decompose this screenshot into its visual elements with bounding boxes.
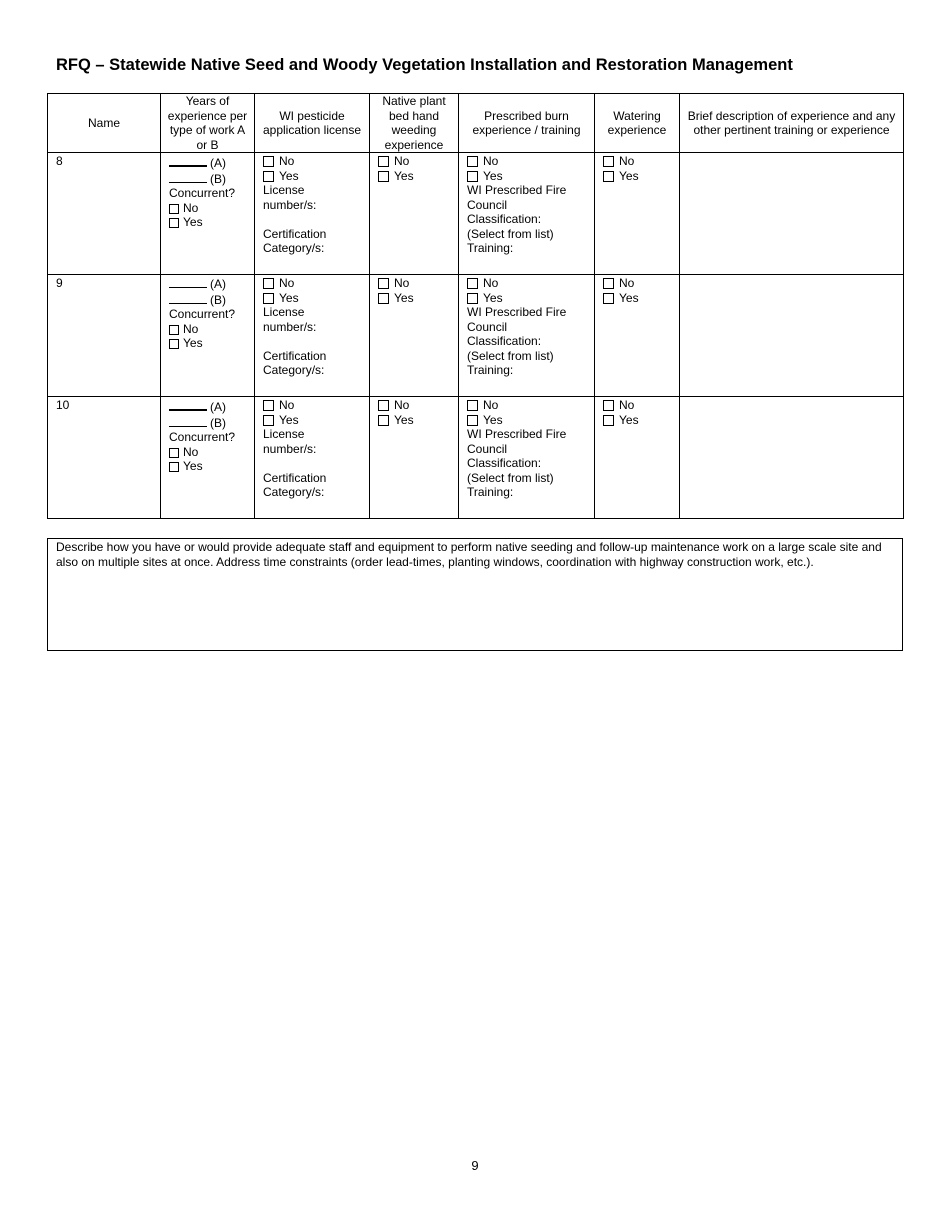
no-label: No bbox=[183, 200, 199, 215]
yes-label: Yes bbox=[394, 168, 414, 183]
certification-label: Certification bbox=[263, 226, 327, 241]
page-title: RFQ – Statewide Native Seed and Woody Vegetation Installation and Restoration Management bbox=[56, 56, 793, 74]
header-pesticide: WI pesticide application license bbox=[255, 94, 370, 153]
table-row bbox=[48, 397, 904, 519]
license-number-label: number/s: bbox=[263, 319, 317, 334]
no-label: No bbox=[619, 154, 635, 168]
yes-label: Yes bbox=[619, 290, 639, 305]
native-no-checkbox[interactable] bbox=[378, 156, 389, 167]
pesticide-yes-checkbox[interactable] bbox=[263, 171, 274, 182]
describe-prompt: Describe how you have or would provide adequate staff and equipment to perform native seeding and follow-up maintenance work on a large scale site and also on multiple sites at once. Address time constraints (order lead-times, planting windows, coordination with highway construction work, etc.). bbox=[56, 540, 882, 569]
years-b-field[interactable] bbox=[169, 171, 207, 183]
pesticide-yes-checkbox[interactable] bbox=[263, 293, 274, 304]
label-a: (A) bbox=[210, 400, 226, 414]
yes-label: Yes bbox=[483, 168, 503, 183]
no-label: No bbox=[483, 154, 499, 168]
classification-label: Classification: bbox=[467, 334, 542, 348]
header-brief: Brief description of experience and any other pertinent training or experience bbox=[680, 94, 904, 153]
native-cell bbox=[370, 397, 459, 519]
no-label: No bbox=[279, 154, 295, 168]
training-label: Training: bbox=[467, 485, 514, 499]
label-b: (B) bbox=[210, 415, 226, 430]
burn-no-checkbox[interactable] bbox=[467, 400, 478, 411]
burn-yes-checkbox[interactable] bbox=[467, 293, 478, 304]
category-label: Category/s: bbox=[263, 241, 325, 255]
watering-no-checkbox[interactable] bbox=[603, 278, 614, 289]
header-name: Name bbox=[48, 94, 161, 153]
row-number: 8 bbox=[48, 153, 161, 275]
yes-label: Yes bbox=[619, 412, 639, 427]
yes-label: Yes bbox=[483, 290, 503, 305]
no-label: No bbox=[619, 276, 635, 290]
certification-label: Certification bbox=[263, 348, 327, 363]
concurrent-no-checkbox[interactable] bbox=[169, 325, 179, 335]
native-yes-checkbox[interactable] bbox=[378, 293, 389, 304]
header-native: Native plant bed hand weeding experience bbox=[370, 94, 459, 153]
no-label: No bbox=[483, 398, 499, 412]
council-label: Council bbox=[467, 441, 508, 456]
page-number: 9 bbox=[471, 1158, 479, 1173]
no-label: No bbox=[279, 398, 295, 412]
label-b: (B) bbox=[210, 171, 226, 186]
license-number-label: number/s: bbox=[263, 197, 317, 212]
years-cell bbox=[161, 275, 255, 397]
brief-description-field[interactable] bbox=[680, 397, 904, 519]
watering-cell bbox=[595, 275, 680, 397]
yes-label: Yes bbox=[183, 459, 203, 473]
council-label: Council bbox=[467, 319, 508, 334]
yes-label: Yes bbox=[394, 290, 414, 305]
yes-label: Yes bbox=[279, 168, 299, 183]
header-watering: Watering experience bbox=[595, 94, 680, 153]
concurrent-yes-checkbox[interactable] bbox=[169, 339, 179, 349]
burn-cell bbox=[459, 153, 595, 275]
personnel-table bbox=[47, 93, 904, 519]
pesticide-cell bbox=[255, 397, 370, 519]
burn-yes-checkbox[interactable] bbox=[467, 415, 478, 426]
no-label: No bbox=[394, 154, 410, 168]
label-b: (B) bbox=[210, 292, 226, 307]
yes-label: Yes bbox=[279, 290, 299, 305]
header-years: Years of experience per type of work A or B bbox=[161, 94, 255, 153]
select-label[interactable]: (Select from list) bbox=[467, 470, 554, 485]
license-label: License bbox=[263, 183, 305, 197]
burn-cell bbox=[459, 275, 595, 397]
watering-no-checkbox[interactable] bbox=[603, 400, 614, 411]
license-label: License bbox=[263, 305, 305, 319]
no-label: No bbox=[619, 398, 635, 412]
training-label: Training: bbox=[467, 363, 514, 377]
no-label: No bbox=[183, 444, 199, 459]
years-b-field[interactable] bbox=[169, 292, 207, 304]
native-yes-checkbox[interactable] bbox=[378, 415, 389, 426]
watering-no-checkbox[interactable] bbox=[603, 156, 614, 167]
label-a: (A) bbox=[210, 277, 226, 291]
concurrent-label: Concurrent? bbox=[169, 307, 236, 321]
native-cell bbox=[370, 275, 459, 397]
watering-yes-checkbox[interactable] bbox=[603, 171, 614, 182]
pesticide-no-checkbox[interactable] bbox=[263, 400, 274, 411]
yes-label: Yes bbox=[619, 168, 639, 183]
concurrent-no-checkbox[interactable] bbox=[169, 204, 179, 214]
years-b-field[interactable] bbox=[169, 415, 207, 427]
classification-label: Classification: bbox=[467, 456, 542, 470]
license-number-label: number/s: bbox=[263, 441, 317, 456]
no-label: No bbox=[394, 276, 410, 290]
native-yes-checkbox[interactable] bbox=[378, 171, 389, 182]
years-a-field[interactable] bbox=[169, 276, 207, 288]
yes-label: Yes bbox=[394, 412, 414, 427]
table-row bbox=[48, 153, 904, 275]
brief-description-field[interactable] bbox=[680, 153, 904, 275]
pesticide-no-checkbox[interactable] bbox=[263, 278, 274, 289]
watering-yes-checkbox[interactable] bbox=[603, 415, 614, 426]
fire-label: WI Prescribed Fire bbox=[467, 183, 567, 197]
no-label: No bbox=[394, 398, 410, 412]
concurrent-yes-checkbox[interactable] bbox=[169, 462, 179, 472]
yes-label: Yes bbox=[183, 336, 203, 350]
select-label[interactable]: (Select from list) bbox=[467, 348, 554, 363]
license-label: License bbox=[263, 427, 305, 441]
burn-cell bbox=[459, 397, 595, 519]
label-a: (A) bbox=[210, 156, 226, 170]
table-row bbox=[48, 275, 904, 397]
brief-description-field[interactable] bbox=[680, 275, 904, 397]
pesticide-yes-checkbox[interactable] bbox=[263, 415, 274, 426]
years-a-field[interactable] bbox=[169, 154, 207, 167]
yes-label: Yes bbox=[483, 412, 503, 427]
concurrent-label: Concurrent? bbox=[169, 186, 236, 200]
select-label[interactable]: (Select from list) bbox=[467, 226, 554, 241]
no-label: No bbox=[183, 321, 199, 336]
fire-label: WI Prescribed Fire bbox=[467, 305, 567, 319]
burn-yes-checkbox[interactable] bbox=[467, 171, 478, 182]
category-label: Category/s: bbox=[263, 363, 325, 377]
row-number: 10 bbox=[48, 397, 161, 519]
staff-equipment-description-box[interactable] bbox=[47, 538, 903, 651]
classification-label: Classification: bbox=[467, 212, 542, 226]
years-cell bbox=[161, 397, 255, 519]
concurrent-label: Concurrent? bbox=[169, 430, 236, 444]
burn-no-checkbox[interactable] bbox=[467, 156, 478, 167]
table-header-row bbox=[48, 94, 904, 153]
no-label: No bbox=[279, 276, 295, 290]
pesticide-cell bbox=[255, 153, 370, 275]
certification-label: Certification bbox=[263, 470, 327, 485]
native-cell bbox=[370, 153, 459, 275]
no-label: No bbox=[483, 276, 499, 290]
pesticide-no-checkbox[interactable] bbox=[263, 156, 274, 167]
category-label: Category/s: bbox=[263, 485, 325, 499]
yes-label: Yes bbox=[279, 412, 299, 427]
watering-cell bbox=[595, 397, 680, 519]
yes-label: Yes bbox=[183, 215, 203, 229]
years-a-field[interactable] bbox=[169, 398, 207, 411]
council-label: Council bbox=[467, 197, 508, 212]
pesticide-cell bbox=[255, 275, 370, 397]
watering-yes-checkbox[interactable] bbox=[603, 293, 614, 304]
training-label: Training: bbox=[467, 241, 514, 255]
watering-cell bbox=[595, 153, 680, 275]
row-number: 9 bbox=[48, 275, 161, 397]
concurrent-no-checkbox[interactable] bbox=[169, 448, 179, 458]
concurrent-yes-checkbox[interactable] bbox=[169, 218, 179, 228]
years-cell bbox=[161, 153, 255, 275]
native-no-checkbox[interactable] bbox=[378, 400, 389, 411]
header-burn: Prescribed burn experience / training bbox=[459, 94, 595, 153]
native-no-checkbox[interactable] bbox=[378, 278, 389, 289]
burn-no-checkbox[interactable] bbox=[467, 278, 478, 289]
fire-label: WI Prescribed Fire bbox=[467, 427, 567, 441]
